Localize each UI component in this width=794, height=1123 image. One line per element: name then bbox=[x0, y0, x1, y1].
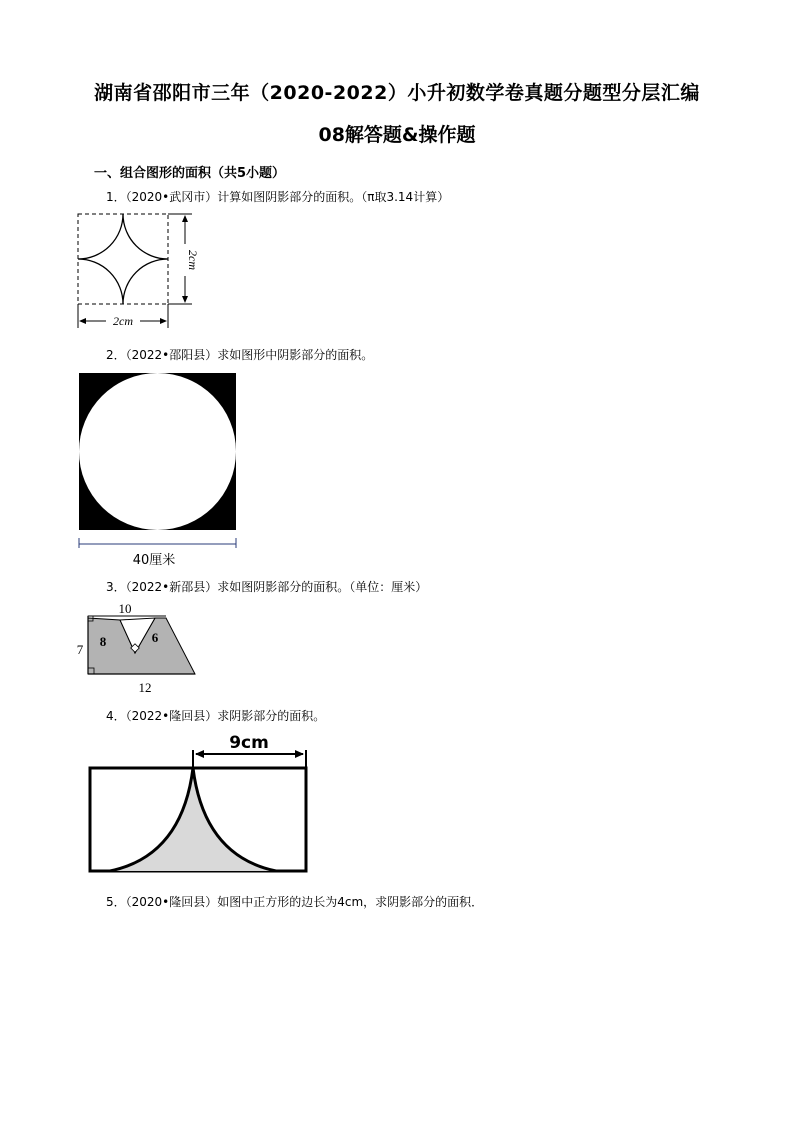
white-circle bbox=[79, 373, 236, 530]
bottom-label: 12 bbox=[138, 680, 152, 695]
star-shape bbox=[78, 214, 168, 304]
top-label: 10 bbox=[118, 601, 132, 616]
question-4-text: 4．（2022•隆回县）求阴影部分的面积。 bbox=[106, 709, 326, 723]
question-2-text: 2．（2022•邵阳县）求如图形中阴影部分的面积。 bbox=[106, 348, 374, 362]
question-5-text: 5．（2020•隆回县）如图中正方形的边长为4cm，求阴影部分的面积． bbox=[106, 895, 484, 909]
section-heading: 一、组合图形的面积（共5小题） bbox=[94, 166, 286, 181]
width-label: 9cm bbox=[229, 733, 269, 753]
question-1-figure bbox=[70, 208, 210, 333]
inner-left-label: 8 bbox=[99, 634, 107, 649]
question-2-figure bbox=[70, 368, 250, 573]
width-label: 40厘米 bbox=[132, 553, 176, 568]
inner-right-label: 6 bbox=[151, 630, 159, 645]
shaded-region bbox=[110, 768, 276, 871]
height-label: 2cm bbox=[186, 250, 200, 270]
question-3-text: 3．（2022•新邵县）求如图阴影部分的面积。（单位：厘米） bbox=[106, 580, 428, 594]
document-subtitle: 08解答题&操作题 bbox=[318, 124, 476, 146]
question-4-figure bbox=[80, 728, 320, 878]
question-1-text: 1．（2020•武冈市）计算如图阴影部分的面积。（π取3.14计算） bbox=[106, 190, 450, 204]
left-label: 7 bbox=[76, 642, 84, 657]
question-3-figure bbox=[70, 598, 210, 698]
width-label: 2cm bbox=[113, 314, 133, 328]
document-title: 湖南省邵阳市三年（2020-2022）小升初数学卷真题分题型分层汇编 bbox=[94, 82, 700, 104]
